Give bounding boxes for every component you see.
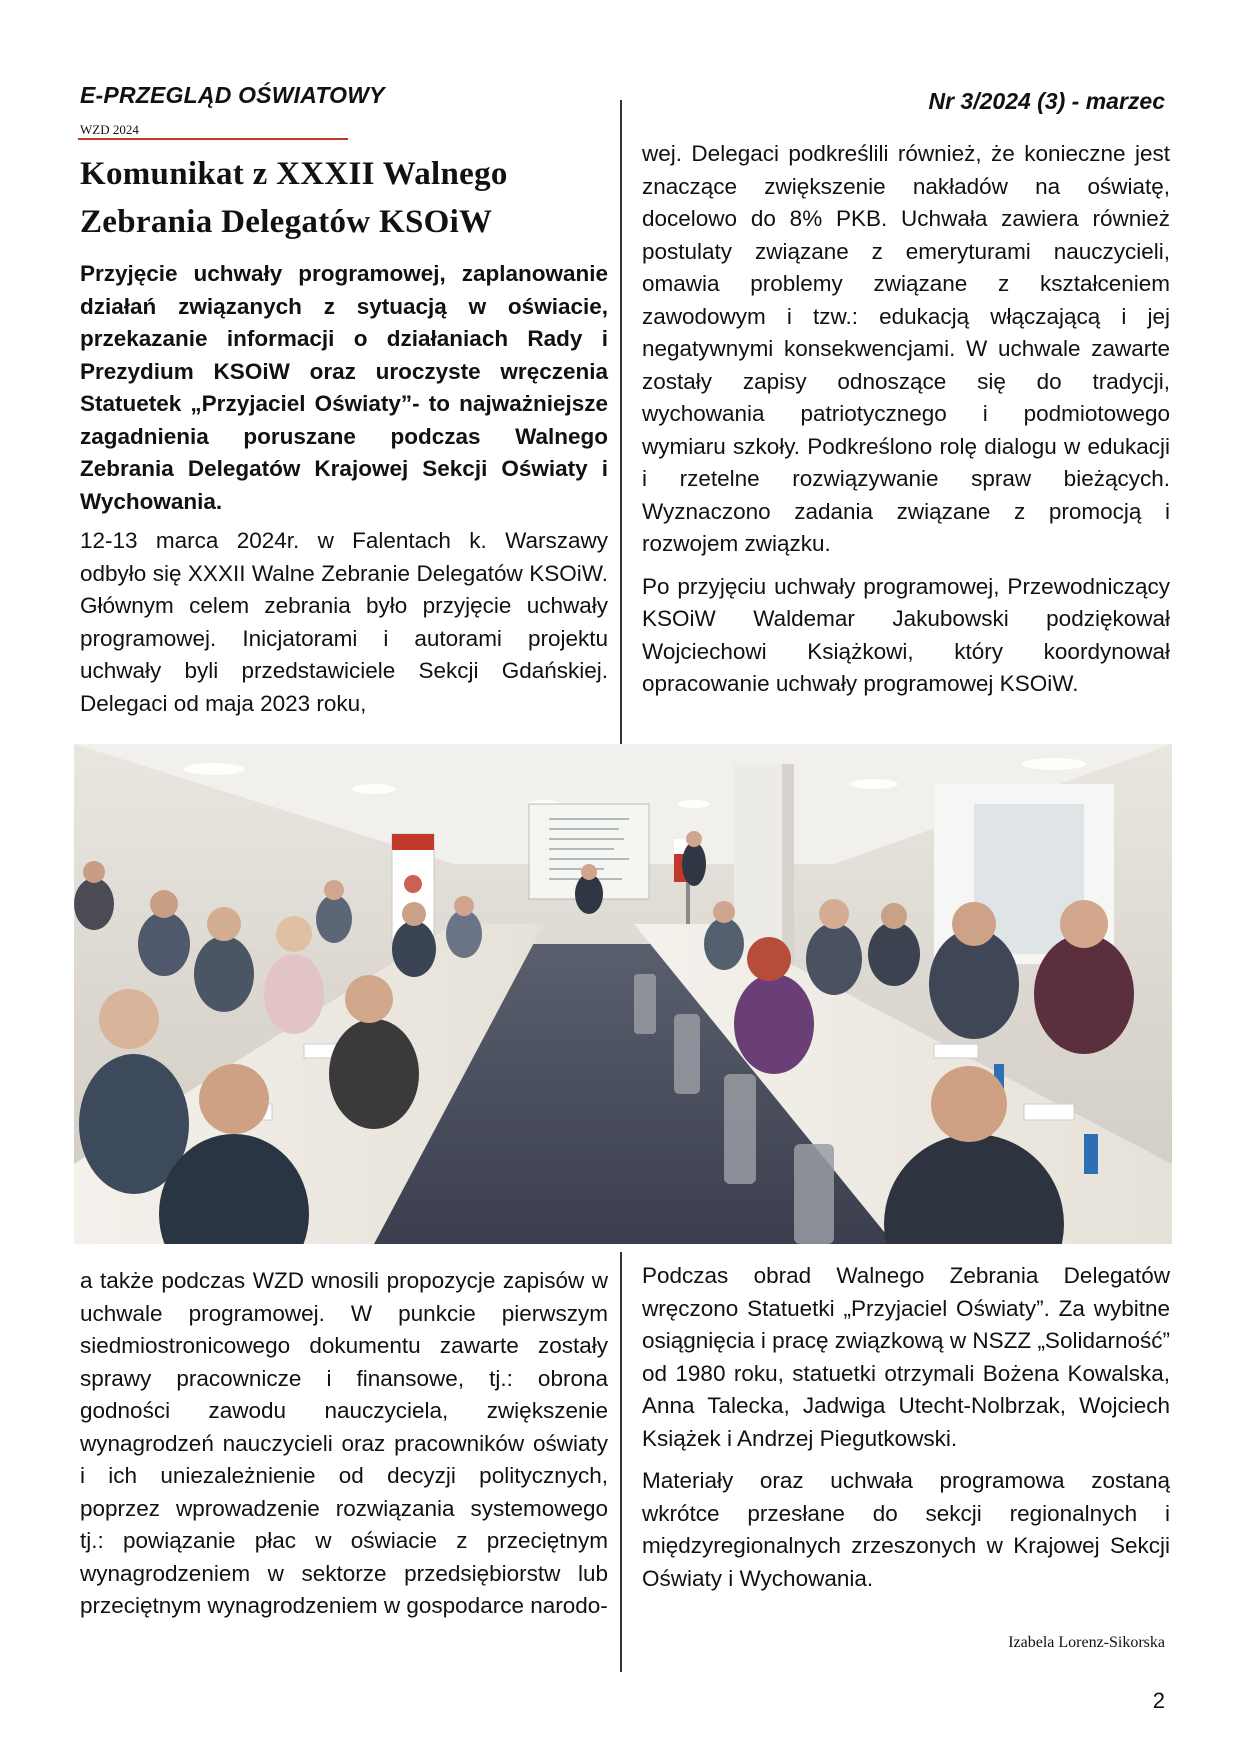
- column-divider: [620, 100, 622, 745]
- conference-photo-illustration: [74, 744, 1172, 1244]
- article-headline: Komunikat z XXXII Walnego Zebrania Delegatów KSOiW: [80, 156, 508, 240]
- paragraph: a także podczas WZD wnosili propozycje zapisów w uchwale programowej. W punkcie pierwszym siedmiostronicowego dokumentu zawarte zostały sprawy pracownicze i finansowe, tj.: obrona godności zawodu nauczyciela, zwiększenie wynagrodzeń nauczycieli oraz pracowników oświaty i ich uniezależnienie od decyzji politycznych, poprzez wprowadzenie rozwiązania systemowego tj.: powiązanie płac w oświacie z przeciętnym wynagrodzeniem w sektorze przedsiębiorstw lub przeciętnym wynagrodzeniem w gospodarce narodo-: [80, 1268, 608, 1618]
- paragraph: 12-13 marca 2024r. w Falentach k. Warszawy odbyło się XXXII Walne Zebranie Delegatów KSOiW. Głównym celem zebrania było przyjęcie uchwały programowej. Inicjatorami i autorami projektu uchwały byli przedstawiciele Sekcji Gdańskiej. Delegaci od maja 2023 roku,: [80, 528, 608, 716]
- paragraph: Materiały oraz uchwała programowa zostaną wkrótce przesłane do sekcji regionalnych i międzyregionalnych zrzeszonych w Krajowej Sekcji Oświaty i Wychowania.: [642, 1468, 1170, 1591]
- page-number: 2: [1152, 1688, 1165, 1713]
- right-column-bottom: [642, 1260, 1170, 1595]
- column-divider: [620, 1252, 622, 1672]
- conference-photo: [74, 744, 1172, 1244]
- right-column-top: [642, 138, 1170, 701]
- issue-number: Nr 3/2024 (3) - marzec: [928, 88, 1165, 114]
- left-column-top: [80, 525, 608, 720]
- article-author: Izabela Lorenz-Sikorska: [1008, 1634, 1165, 1651]
- paragraph: wej. Delegaci podkreślili również, że konieczne jest znaczące zwiększenie nakładów na oświatę, docelowo do 8% PKB. Uchwała zawiera również postulaty związane z emeryturami nauczycieli, omawia problemy związane z kształceniem zawodowym i tzw.: edukacją włączającą i jej negatywnymi konsekwencjami. W uchwale zawarte zostały zapisy odnoszące się do tradycji, wychowania patriotycznego i podmiotowego wymiaru szkoły. Podkreślono rolę dialogu w edukacji i rzetelne rozwiązywanie spraw bieżących. Wyznaczono zadania związane z promocją i rozwojem związku.: [642, 141, 1170, 556]
- article-lead: Przyjęcie uchwały programowej, zaplanowanie działań związanych z sytuacją w oświacie, przekazanie informacji o działaniach Rady i Prezydium KSOiW oraz uroczyste wręczenia Statuetek „Przyjaciel Oświaty”- to najważniejsze zagadnienia poruszane podczas Walnego Zebrania Delegatów Krajowej Sekcji Oświaty i Wychowania.: [80, 261, 608, 514]
- section-rule: [78, 138, 348, 140]
- paragraph: Po przyjęciu uchwały programowej, Przewodniczący KSOiW Waldemar Jakubowski podziękował Wojciechowi Książkowi, który koordynował opracowanie uchwały programowej KSOiW.: [642, 573, 1170, 696]
- section-tag: WZD 2024: [80, 122, 139, 137]
- paragraph: Podczas obrad Walnego Zebrania Delegatów wręczono Statuetki „Przyjaciel Oświaty”. Za wybitne osiągnięcia i pracę związkową w NSZZ „Solidarność” od 1980 roku, statuetki otrzymali Bożena Kowalska, Anna Talecka, Jadwiga Utecht-Nolbrzak, Wojciech Książek i Andrzej Piegutkowski.: [642, 1263, 1170, 1451]
- left-column-bottom: [80, 1265, 608, 1623]
- publication-title: E-PRZEGLĄD OŚWIATOWY: [80, 82, 385, 108]
